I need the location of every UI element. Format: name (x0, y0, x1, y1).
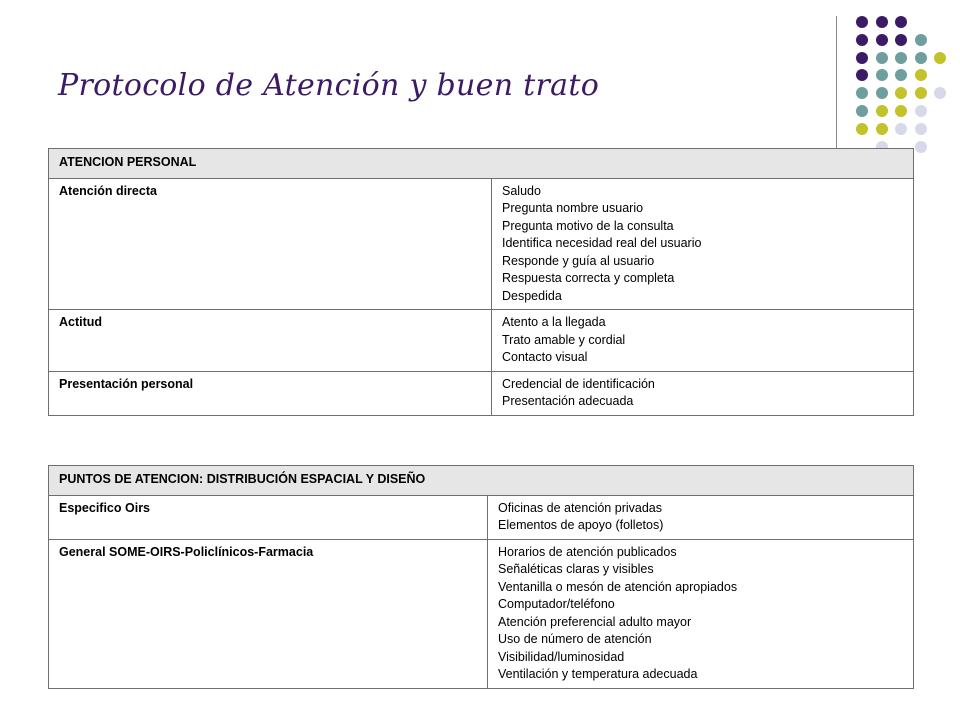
list-item: Presentación adecuada (502, 394, 634, 408)
row-label: Presentación personal (49, 371, 492, 415)
decorative-dot (876, 69, 888, 81)
decorative-dot (856, 16, 868, 28)
decorative-dot (934, 52, 946, 64)
decorative-dot (895, 16, 907, 28)
list-item: Uso de número de atención (498, 632, 652, 646)
table-row (49, 371, 914, 415)
list-item: Contacto visual (502, 350, 588, 364)
row-items (492, 371, 914, 415)
table-header-row (49, 466, 914, 496)
decorative-dot (915, 34, 927, 46)
list-item: Elementos de apoyo (folletos) (498, 518, 664, 532)
table-header: PUNTOS DE ATENCION: DISTRIBUCIÓN ESPACIAL Y DISEÑO (49, 466, 914, 496)
decorative-dot (895, 69, 907, 81)
list-item: Señaléticas claras y visibles (498, 562, 654, 576)
decorative-dot (876, 16, 888, 28)
list-item: Despedida (502, 288, 562, 303)
row-items (492, 178, 914, 310)
slide-title: Protocolo de Atención y buen trato (58, 68, 600, 103)
decorative-dot (876, 87, 888, 99)
list-item: Respuesta correcta y completa (502, 271, 675, 285)
decorative-dot (876, 52, 888, 64)
puntos-de-atencion-table (48, 465, 914, 689)
list-item: Oficinas de atención privadas (498, 500, 662, 515)
decorative-divider (836, 16, 837, 148)
row-items (488, 539, 914, 688)
atencion-personal-table (48, 148, 914, 416)
decorative-dot (915, 87, 927, 99)
list-item: Atento a la llegada (502, 315, 606, 329)
table-header-row (49, 149, 914, 179)
list-item: Visibilidad/luminosidad (498, 649, 625, 664)
decorative-dot (876, 123, 888, 135)
decorative-dot (895, 105, 907, 117)
list-item: Computador/teléfono (498, 597, 615, 611)
table-header: ATENCION PERSONAL (49, 149, 914, 179)
decorative-dot (856, 105, 868, 117)
table-row (49, 178, 914, 310)
decorative-dot (934, 87, 946, 99)
row-label: Especifico Oirs (49, 495, 488, 539)
decorative-dot (915, 52, 927, 64)
decorative-dot (895, 52, 907, 64)
decorative-dot (876, 34, 888, 46)
list-item: Saludo (502, 183, 541, 198)
list-item: Horarios de atención publicados (498, 544, 677, 559)
list-item: Ventilación y temperatura adecuada (498, 667, 698, 681)
table-row (49, 495, 914, 539)
row-label: Actitud (49, 310, 492, 372)
decorative-dot (856, 69, 868, 81)
decorative-dot (895, 123, 907, 135)
decorative-dot (856, 123, 868, 135)
list-item: Identifica necesidad real del usuario (502, 236, 702, 250)
list-item: Credencial de identificación (502, 376, 655, 391)
decorative-dot (876, 105, 888, 117)
row-items (492, 310, 914, 372)
decorative-dot (915, 105, 927, 117)
decorative-dot (856, 52, 868, 64)
list-item: Responde y guía al usuario (502, 253, 655, 268)
decorative-dot (915, 69, 927, 81)
decorative-dot (856, 34, 868, 46)
list-item: Trato amable y cordial (502, 332, 626, 347)
list-item: Ventanilla o mesón de atención apropiados (498, 579, 738, 594)
decorative-dot (915, 123, 927, 135)
decorative-dot (856, 87, 868, 99)
row-label: Atención directa (49, 178, 492, 310)
table-row (49, 310, 914, 372)
table-row (49, 539, 914, 688)
list-item: Pregunta nombre usuario (502, 201, 644, 215)
decorative-dot (915, 141, 927, 153)
row-label: General SOME-OIRS-Policlínicos-Farmacia (49, 539, 488, 688)
list-item: Atención preferencial adulto mayor (498, 614, 692, 629)
decorative-dot (895, 34, 907, 46)
row-items (488, 495, 914, 539)
decorative-dot (895, 87, 907, 99)
list-item: Pregunta motivo de la consulta (502, 218, 674, 233)
